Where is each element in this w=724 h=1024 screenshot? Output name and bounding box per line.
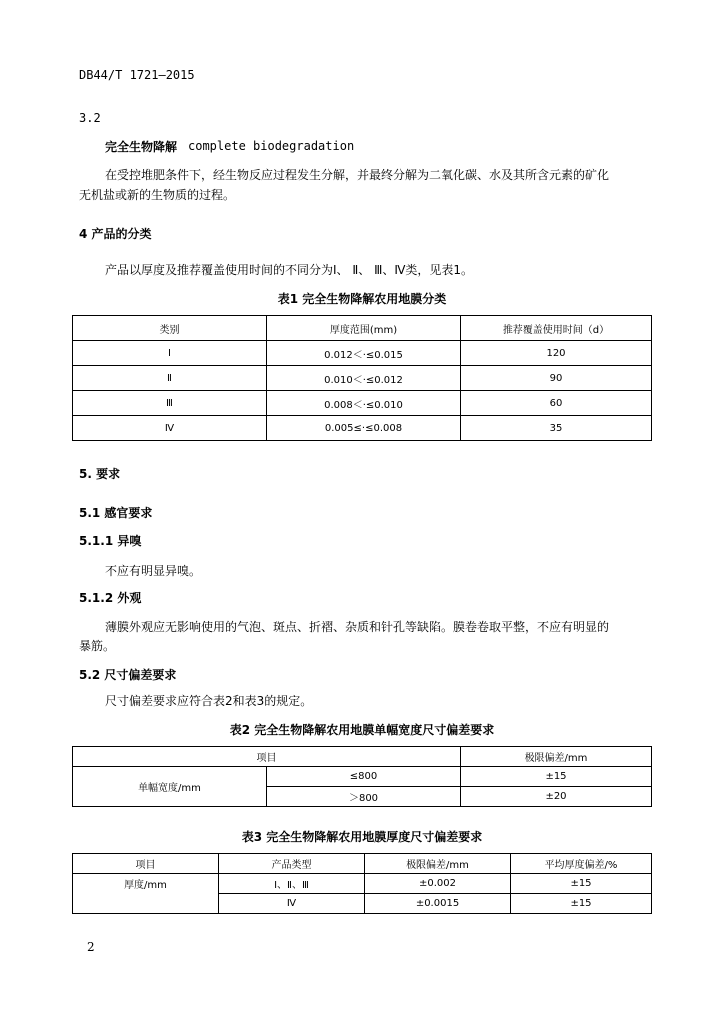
page-number: 2: [87, 940, 95, 954]
table-cell: ±15: [461, 767, 652, 787]
table-cell: 0.012＜·≤0.015: [267, 341, 461, 366]
table-cell: 0.008＜·≤0.010: [267, 391, 461, 416]
table-row: [73, 416, 652, 441]
table2: [72, 746, 652, 807]
table3-header-cell: 极限偏差/mm: [365, 854, 511, 874]
table2-caption: 表2 完全生物降解农用地膜单幅宽度尺寸偏差要求: [229, 723, 495, 737]
table-row: [73, 874, 652, 894]
table-cell: Ⅳ: [219, 894, 365, 914]
table-cell: 90: [461, 366, 652, 391]
section-3-2-number: 3.2: [79, 111, 101, 125]
table-row: [73, 341, 652, 366]
table1-header-cell: 推荐覆盖使用时间（d）: [461, 316, 652, 341]
table2-row-label: 单幅宽度/mm: [73, 767, 267, 807]
table-cell: 0.005≤·≤0.008: [267, 416, 461, 441]
section-4-heading: 4 产品的分类: [79, 227, 152, 241]
table3-caption: 表3 完全生物降解农用地膜厚度尺寸偏差要求: [241, 830, 483, 844]
section-5-2-heading: 5.2 尺寸偏差要求: [79, 668, 177, 682]
section-5-1-2-line-2: 暴筋。: [79, 639, 116, 653]
table3-header-cell: 平均厚度偏差/%: [511, 854, 652, 874]
table1-header-cell: 类别: [73, 316, 267, 341]
table-row: [73, 894, 652, 914]
section-5-1-heading: 5.1 感官要求: [79, 506, 153, 520]
table-cell: ±15: [511, 894, 652, 914]
table-row: [73, 767, 652, 787]
table-cell: Ⅱ: [73, 366, 267, 391]
table-cell: ≤800: [267, 767, 461, 787]
table-cell: ＞800: [267, 787, 461, 807]
table3-row-label: 厚度/mm: [73, 874, 219, 894]
table3: [72, 853, 652, 914]
section-5-1-2-heading: 5.1.2 外观: [79, 591, 142, 605]
table-cell: 60: [461, 391, 652, 416]
table-row: [73, 366, 652, 391]
definition-line-1: 在受控堆肥条件下，经生物反应过程发生分解，并最终分解为二氧化碳、水及其所含元素的矿化: [105, 168, 610, 182]
table1-caption: 表1 完全生物降解农用地膜分类: [277, 292, 447, 306]
section-5-1-1-heading: 5.1.1 异嗅: [79, 534, 142, 548]
table-cell: 35: [461, 416, 652, 441]
table-cell: 0.010＜·≤0.012: [267, 366, 461, 391]
section-5-2-text: 尺寸偏差要求应符合表2和表3的规定。: [105, 694, 313, 708]
definition-line-2: 无机盐或新的生物质的过程。: [79, 188, 236, 202]
section-5-heading: 5. 要求: [79, 467, 121, 481]
table-cell: Ⅰ: [73, 341, 267, 366]
table-cell-empty: [73, 894, 219, 914]
table-cell: ±0.0015: [365, 894, 511, 914]
section-5-1-1-text: 不应有明显异嗅。: [105, 564, 202, 578]
standard-number: DB44/T 1721—2015: [79, 68, 195, 82]
table3-header-cell: 产品类型: [219, 854, 365, 874]
table2-header-item: 项目: [73, 747, 461, 767]
table-cell: Ⅲ: [73, 391, 267, 416]
table3-header-cell: 项目: [73, 854, 219, 874]
table-cell: ±0.002: [365, 874, 511, 894]
table-row: [73, 391, 652, 416]
table1: [72, 315, 652, 441]
table-cell: 120: [461, 341, 652, 366]
table1-header-row: [73, 316, 652, 341]
table-cell: ±15: [511, 874, 652, 894]
table3-header-row: [73, 854, 652, 874]
table-cell: Ⅳ: [73, 416, 267, 441]
table2-header-limit: 极限偏差/mm: [461, 747, 652, 767]
table-cell: ±20: [461, 787, 652, 807]
table1-header-cell: 厚度范围(mm): [267, 316, 461, 341]
section-5-1-2-line-1: 薄膜外观应无影响使用的气泡、斑点、折褶、杂质和针孔等缺陷。膜卷卷取平整，不应有明显的: [105, 620, 610, 634]
term-english: complete biodegradation: [188, 139, 355, 153]
section-4-text: 产品以厚度及推荐覆盖使用时间的不同分为Ⅰ、 Ⅱ、 Ⅲ、Ⅳ类，见表1。: [105, 263, 474, 277]
table-cell: Ⅰ、Ⅱ、Ⅲ: [219, 874, 365, 894]
table2-header-row: [73, 747, 652, 767]
term-chinese: 完全生物降解: [105, 140, 178, 154]
